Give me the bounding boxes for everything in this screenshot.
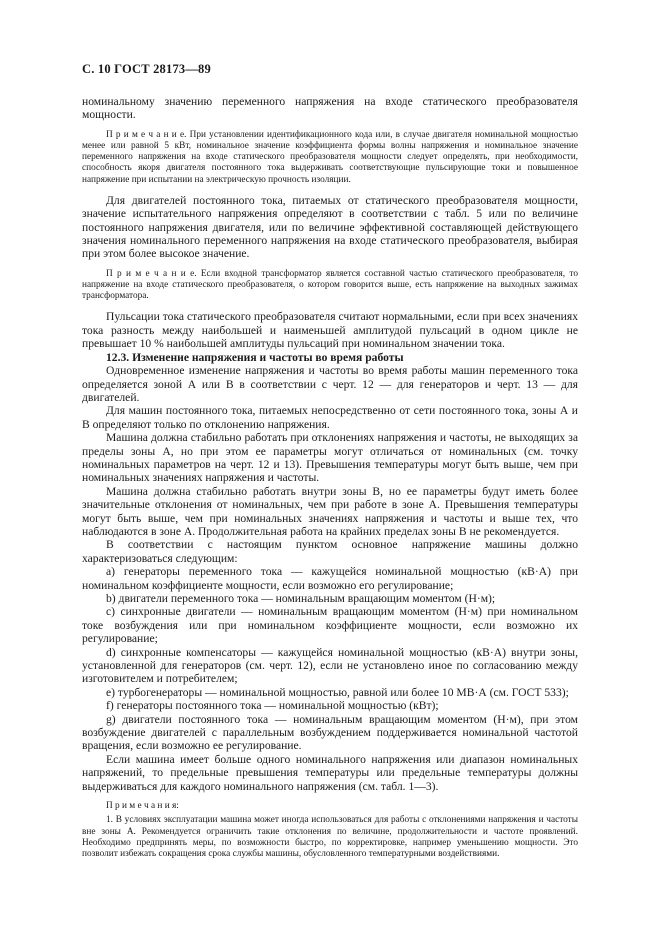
note: 1. В условиях эксплуатации машина может иногда использоваться для работы с отклонениями напряжения и частоты вне зоны А. Рекомендуется ограничить такие отклонения по величине, продолжительности и частоте проявлений. Необходимо предпринять меры, по возможности быстро, по корректировке, например уменьшению мощности. Это позволит избежать сокращения срока службы машины, обусловленного температурными воздействиями. xyxy=(82,815,578,859)
document-body xyxy=(82,95,578,860)
note: П р и м е ч а н и е. При установлении идентификационного кода или, в случае двигателя номинальной мощностью менее или равной 5 кВт, номинальное значение коэффициента формы волны напряжения и номинальное значение переменного напряжения на входе статического преобразователя мощности следует определять, при необходимости, способность якоря двигателя постоянного тока выдерживать соответствующие пульсирующие токи и повышенное напряжение при испытании на электрическую прочность изоляции. xyxy=(82,129,578,185)
paragraph: номинальному значению переменного напряжения на входе статического преобразователя мощности. xyxy=(82,95,578,122)
list-item: c) синхронные двигатели — номинальным вращающим моментом (Н·м) при номинальном токе возбуждения или при номинальном коэффициенте мощности, если возможно их регулирование; xyxy=(82,605,578,646)
paragraph: Машина должна стабильно работать внутри зоны В, но ее параметры будут иметь более значительные отклонения от номинальных, чем при работе в зоне А. Превышения температуры могут быть выше, чем при номинальных значениях напряжения и частоты и выше тех, что наблюдаются в зоне А. Продолжительная работа на крайних пределах зоны В не рекомендуется. xyxy=(82,484,578,538)
note: П р и м е ч а н и е. Если входной трансформатор является составной частью статического преобразователя, то напряжение на входе статического преобразователя, о котором говорится выше, есть напряжение на выходных зажимах трансформатора. xyxy=(82,268,578,302)
paragraph: Если машина имеет больше одного номинального напряжения или диапазон номинальных напряжений, то предельные превышения температуры или предельные температуры должны выдерживаться для каждого номинального напряжения (см. табл. 1—3). xyxy=(82,752,578,793)
paragraph: В соответствии с настоящим пунктом основное напряжение машины должно характеризоваться следующим: xyxy=(82,538,578,565)
paragraph: Пульсации тока статического преобразователя считают нормальными, если при всех значениях тока разность между наибольшей и наименьшей амплитудой пульсаций в одном цикле не превышает 10 % наибольшей амплитуды пульсаций при номинальном значении тока. xyxy=(82,310,578,351)
list-item: f) генераторы постоянного тока — номинальной мощностью (кВт); xyxy=(106,699,439,713)
paragraph: Для машин постоянного тока, питаемых непосредственно от сети постоянного тока, зоны А и В определяют только по отклонению напряжения. xyxy=(82,404,578,431)
paragraph: Для двигателей постоянного тока, питаемых от статического преобразователя мощности, значение испытательного напряжения определяют в соответствии с табл. 5 или по величине постоянного напряжения двигателя, или по величине эффективной составляющей действующего значения номинального переменного напряжения на входе статического преобразователя, выбирая при этом более высокое значение. xyxy=(82,193,578,261)
list-item: а) генераторы переменного тока — кажущейся номинальной мощностью (кВ·А) при номинальном коэффициенте мощности, если возможно его регулирование; xyxy=(82,565,578,592)
notes-title: П р и м е ч а н и я: xyxy=(106,801,179,812)
characteristics-list xyxy=(82,565,578,753)
section-heading: 12.3. Изменение напряжения и частоты во время работы xyxy=(106,350,404,364)
paragraph: Одновременное изменение напряжения и частоты во время работы машин переменного тока определяется зоной А или В в соответствии с черт. 12 — для генераторов и черт. 13 — для двигателей. xyxy=(82,364,578,404)
list-item: g) двигатели постоянного тока — номинальным вращающим моментом (Н·м), при этом возбуждение двигателей с параллельным возбуждением поддерживается номинальной частотой вращения, если возможно ее регулирование. xyxy=(82,712,578,753)
list-item: d) синхронные компенсаторы — кажущейся номинальной мощностью (кВ·А) внутри зоны, установленной для генераторов (см. черт. 12), если не установлено иное по согласованию между изготовителем и потребителем; xyxy=(82,645,578,686)
page-header: С. 10 ГОСТ 28173—89 xyxy=(82,62,211,76)
list-item: е) турбогенераторы — номинальной мощностью, равной или более 10 МВ·А (см. ГОСТ 533); xyxy=(106,685,569,699)
paragraph: Машина должна стабильно работать при отклонениях напряжения и частоты, не выходящих за пределы зоны А, но при этом ее параметры могут отличаться от номинальных (см. точку номинальных параметров на черт. 12 и 13). Превышения температуры могут быть выше, чем при номинальных значениях напряжения и частоты. xyxy=(82,431,578,485)
list-item: b) двигатели переменного тока — номинальным вращающим моментом (Н·м); xyxy=(106,592,496,605)
